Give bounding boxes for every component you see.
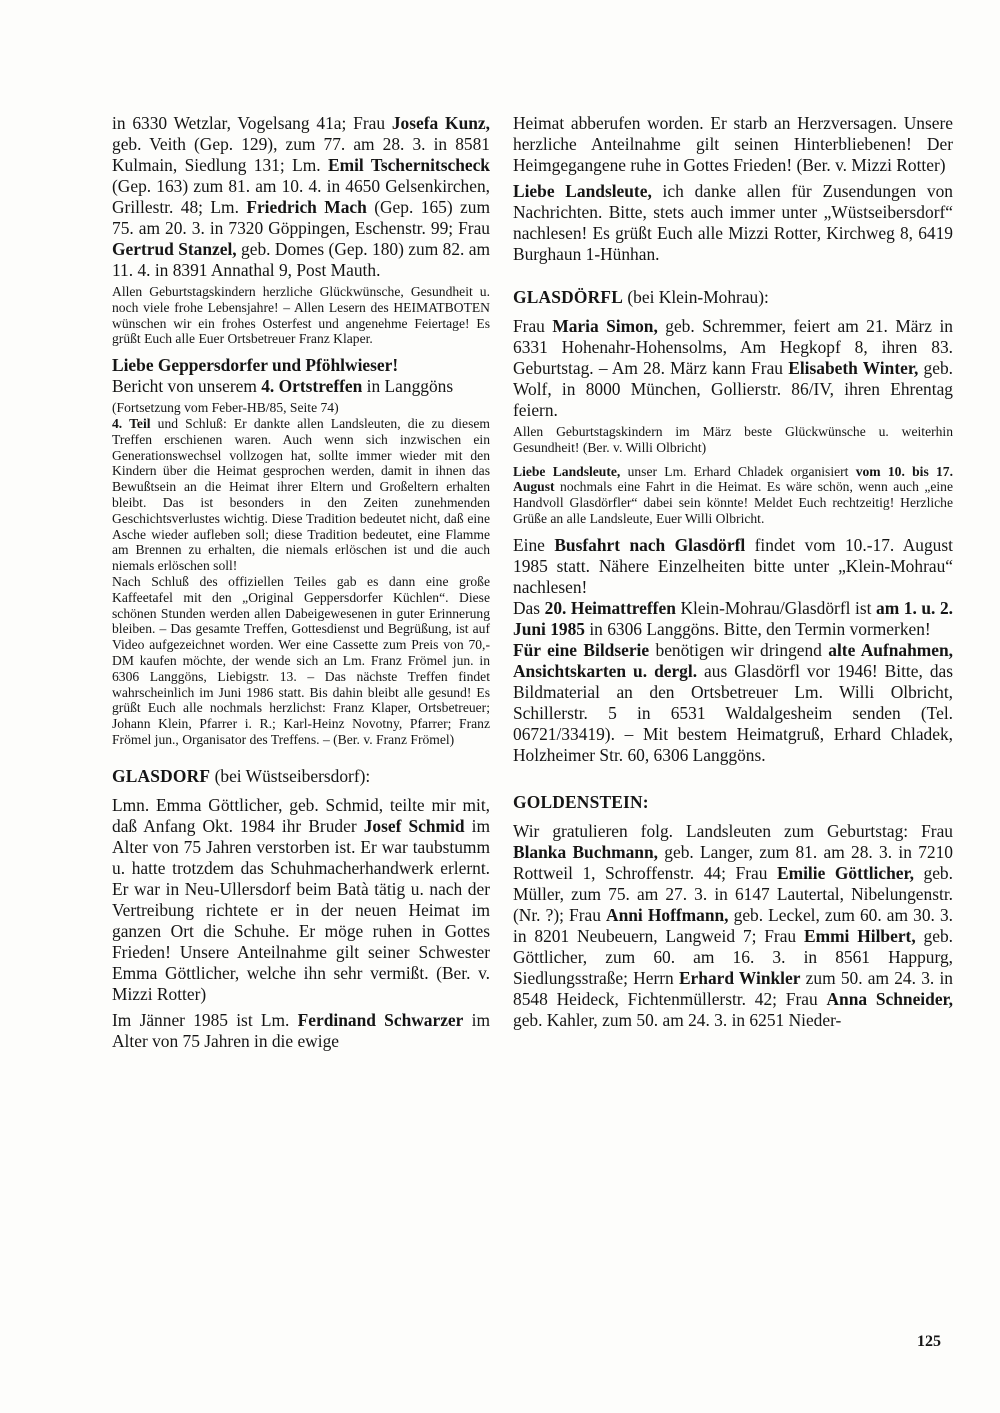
text-run: (Gep. 163) zum 81. am 10. 4. in 4650 Gelsenkirchen, Grillestr. 48; Lm. bbox=[112, 176, 490, 217]
text-run: geb. Müller, zum 75. am 27. 3. in 6147 Lautertal, Nibelungenstr. (Nr. ?); Frau bbox=[513, 862, 953, 925]
text-run: Heimat abberufen worden. Er starb an Herzversagen. Unsere herzliche Anteilnahme gilt seinen Hinterbliebenen! Der Heimgegangene ruhe in Gottes Frieden! (Ber. v. Mizzi Rotter) bbox=[513, 113, 953, 175]
homeland-meeting-paragraph bbox=[513, 598, 953, 640]
bold-run: Busfahrt nach Glasdörfl bbox=[554, 534, 746, 555]
birthday-paragraph-goldenstein bbox=[513, 821, 953, 1031]
bold-run: Erhard Winkler bbox=[678, 967, 801, 988]
bold-run: Emil Tschernitscheck bbox=[328, 155, 490, 175]
text-run: Allen Geburtstagskindern herzliche Glückwünsche, Gesundheit u. noch viele frohe Lebensjahre! – Allen Lesern des HEIMATBOTEN wünschen wir ein frohes Osterfest und angenehme Feiertage! Es grüßt Euch alle Euer Ortsbetreuer Franz Klaper. bbox=[112, 284, 490, 347]
text-run: findet vom 10.-17. August 1985 statt. Nähere Einzelheiten bitte unter „Klein-Mohrau“ nachlesen! bbox=[513, 534, 953, 597]
text-run: Wir gratulieren folg. Landsleuten zum Geburtstag: Frau bbox=[513, 820, 953, 841]
photo-series-paragraph bbox=[513, 640, 953, 766]
section-heading-glasdorf bbox=[112, 766, 490, 787]
bold-run: Maria Simon, bbox=[552, 316, 658, 336]
bold-run: GOLDENSTEIN: bbox=[513, 791, 649, 812]
page-number: 125 bbox=[917, 1333, 941, 1350]
text-run: geb. Leckel, zum 60. am 30. 3. in 8201 Neubeuern, Langweid 7; Frau bbox=[513, 904, 953, 946]
text-run: Eine bbox=[513, 534, 555, 555]
bold-run: Josefa Kunz, bbox=[391, 113, 490, 133]
text-run: Allen Geburtstagskindern im März beste Glückwünsche u. weiterhin Gesundheit! (Ber. v. Willi Olbricht) bbox=[513, 424, 953, 455]
text-run: in 6306 Langgöns. Bitte, den Termin vormerken! bbox=[585, 618, 931, 639]
text-run: geb. Veith (Gep. 129), zum 77. am 28. 3. in 8581 Kulmain, Siedlung 131; Lm. bbox=[112, 134, 490, 175]
meeting-report-part4 bbox=[112, 416, 490, 574]
text-run: (Fortsetzung vom Feber-HB/85, Seite 74) bbox=[112, 400, 339, 416]
obituary-continuation bbox=[513, 113, 953, 176]
bold-run: Liebe Landsleute, bbox=[513, 463, 621, 479]
text-run: und Schluß: Er dankte allen Landsleuten, die zu diesem Treffen erschienen waren. Auch wenn sich inzwischen ein Generationswechsel vollzogen hat, sollte immer wieder mit den Kindern über die Heimat gesprochen werden, damit in ihnen das Bewußtsein an die Heimat ihrer Eltern und Großeltern erhalten bleibt. Das ist besonders in den Zeiten zunehmenden Geschichtsverlustes wichtig. Diese Tradition bedeutet nicht, daß eine Asche wieder aufleben soll; diese Tradition bedeutet, eine Flamme am Brennen zu erhalten, die niemals erlöschen ist und die auch niemals erlöschen soll! bbox=[112, 415, 490, 574]
bold-run: vom 10. bis 17. August bbox=[513, 463, 953, 495]
text-run: geb. Schremmer, feiert am 21. März in 6331 Hohenahr-Hohensolms, Am Hegkopf 8, ihren 83. Geburtstag. – Am 28. März kann Frau bbox=[513, 316, 953, 378]
right-column bbox=[513, 113, 953, 1031]
bold-run: 4. Ortstreffen bbox=[261, 376, 363, 397]
left-column bbox=[112, 113, 490, 1052]
text-run: nochmals eine Fahrt in die Heimat. Es wäre schön, wenn auch „eine Handvoll Glasdörfler“ dabei sein könnte! Meldet Euch rechtzeitig! Herzliche Grüße an alle Landsleute, Euer Willi Olbricht. bbox=[513, 479, 953, 526]
text-run: Bericht von unserem bbox=[112, 376, 262, 397]
bold-run: Anni Hoffmann, bbox=[606, 904, 729, 925]
bold-run: Blanka Buchmann, bbox=[513, 841, 658, 862]
text-run: Das bbox=[513, 597, 545, 618]
text-run: in 6330 Wetzlar, Vogelsang 41a; Frau bbox=[112, 113, 392, 133]
wishes-paragraph bbox=[513, 424, 953, 456]
thanks-paragraph bbox=[513, 181, 953, 265]
bold-run: Elisabeth Winter, bbox=[788, 358, 919, 378]
bold-run: 4. Teil bbox=[112, 415, 151, 431]
text-run: im Alter von 75 Jahren in die ewige bbox=[112, 1009, 490, 1051]
greetings-paragraph bbox=[112, 284, 490, 347]
bold-run: GLASDORF bbox=[112, 765, 211, 786]
obituary-ferdinand-schwarzer bbox=[112, 1010, 490, 1052]
section-title-geppersdorf: Liebe Geppersdorfer und Pföhlwieser! bbox=[112, 355, 399, 376]
text-run: geb. Göttlicher, zum 60. am 16. 3. in 8561 Happurg, Siedlungsstraße; Herrn bbox=[513, 925, 953, 988]
text-run: Im Jänner 1985 ist Lm. bbox=[112, 1009, 298, 1030]
bold-run: Gertrud Stanzel, bbox=[112, 239, 237, 259]
bold-run: GLASDÖRFL bbox=[513, 287, 624, 307]
bold-run: Friedrich Mach bbox=[246, 197, 367, 217]
text-run: (Gep. 165) zum 75. am 20. 3. in 7320 Göppingen, Eschenstr. 99; Frau bbox=[112, 197, 490, 238]
bold-run: Liebe Landsleute, bbox=[513, 181, 652, 201]
section-heading-glasdoerfl bbox=[513, 287, 953, 308]
meeting-report-heading bbox=[112, 376, 490, 397]
bold-run: Josef Schmid bbox=[363, 815, 465, 836]
birthday-paragraph-glasdoerfl bbox=[513, 316, 953, 421]
text-run: geb. Domes (Gep. 180) zum 82. am 11. 4. in 8391 Annathal 9, Post Mauth. bbox=[112, 239, 490, 280]
text-run: aus Glasdörfl vor 1946! Bitte, das Bildmaterial an den Ortsbetreuer Lm. Willi Olbricht, Schillerstr. 5 in 6531 Waldalgesheim senden (Tel. 06721/33419). – Mit bestem Heimatgruß, Erhard Chladek, Holzheimer Str. 60, 6306 Langgöns. bbox=[513, 660, 954, 765]
text-run: unser Lm. Erhard Chladek organisiert bbox=[620, 463, 856, 479]
birthday-list-paragraph bbox=[112, 113, 490, 281]
meeting-report-closing bbox=[112, 574, 490, 748]
text-run: zum 50. am 24. 3. in 8548 Heideck, Fichtenmüllerstr. 42; Frau bbox=[513, 967, 953, 1009]
bold-run: am 1. u. 2. Juni 1985 bbox=[513, 597, 953, 639]
text-run: im Alter von 75 Jahren verstorben ist. Er war taubstumm u. hatte trotzdem das Schuhmacherhandwerk erlernt. Er war in Neu-Ullersdorf beim Batà tätig u. nach der Vertreibung richtete er in der neuen Heimat im ganzen Ort die Schuhe. Er möge ruhen in Gottes Frieden! Unsere Anteilnahme gilt seiner Schwester Emma Göttlicher, welche ihn sehr vermißt. (Ber. v. Mizzi Rotter) bbox=[112, 815, 490, 1004]
text-run: geb. Wolf, in 8000 München, Gollierstr. 86/IV, ihren Ehrentag feiern. bbox=[513, 358, 953, 420]
text-run: ich danke allen für Zusendungen von Nachrichten. Bitte, stets auch immer unter „Wüstseibersdorf“ nachlesen! Es grüßt Euch alle Mizzi Rotter, Kirchweg 8, 6419 Burghaun 1-Hünhan. bbox=[513, 181, 953, 264]
trip-announcement bbox=[513, 464, 953, 527]
bold-run: 20. Heimattreffen bbox=[544, 597, 676, 618]
text-run: in Langgöns bbox=[362, 376, 454, 397]
bus-trip-paragraph bbox=[513, 535, 953, 598]
bold-run: alte Aufnahmen, Ansichtskarten u. dergl. bbox=[513, 639, 954, 681]
text-run: Nach Schluß des offiziellen Teiles gab es dann eine große Kaffeetafel mit den „Original Geppersdorfer Küchlen“. Diese schönen Stunden werden allen Dabeigewesenen in guter Erinnerung bleiben. – Das gesamte Treffen, Gottesdienst und Begrüßung, ist auf Video aufgezeichnet worden. Wer eine Cassette zum Preis von 70,- DM kaufen möchte, der wende sich an Lm. Franz Frömel jun. in 6306 Langgöns, Liebigstr. 13. – Das nächste Treffen findet wahrscheinlich im Juni 1986 statt. Bis dahin bleibt alle gesund! Es grüßt Euch alle nochmals herzlichst: Franz Klaper, Ortsbetreuer; Johann Klein, Pfarrer i. R.; Karl-Heinz Novotny, Pfarrer; Franz Frömel jun., Organisator des Treffens. – (Ber. v. Franz Frömel) bbox=[112, 573, 490, 747]
text-run: (bei Klein-Mohrau): bbox=[623, 287, 769, 307]
bold-run: Anna Schneider, bbox=[826, 988, 954, 1009]
text-run: Frau bbox=[513, 316, 553, 336]
text-run: geb. Kahler, zum 50. am 24. 3. in 6251 Nieder- bbox=[513, 1009, 842, 1030]
bold-run: Für eine Bildserie bbox=[513, 639, 650, 660]
bold-run: Ferdinand Schwarzer bbox=[297, 1009, 464, 1030]
continuation-note bbox=[112, 400, 490, 416]
section-heading-goldenstein bbox=[513, 792, 953, 813]
bold-run: Emilie Göttlicher, bbox=[777, 862, 914, 883]
text-run: geb. Langer, zum 81. am 28. 3. in 7210 Rottweil 1, Schroffenstr. 44; Frau bbox=[513, 841, 953, 883]
bold-run: Emmi Hilbert, bbox=[803, 925, 916, 946]
text-run: Klein-Mohrau/Glasdörfl ist bbox=[675, 597, 876, 618]
text-run: Lmn. Emma Göttlicher, geb. Schmid, teilte mir mit, daß Anfang Okt. 1984 ihr Bruder bbox=[112, 794, 490, 836]
text-run: (bei Wüstseibersdorf): bbox=[210, 765, 371, 786]
text-run: benötigen wir dringend bbox=[649, 639, 829, 660]
obituary-josef-schmid bbox=[112, 795, 490, 1005]
